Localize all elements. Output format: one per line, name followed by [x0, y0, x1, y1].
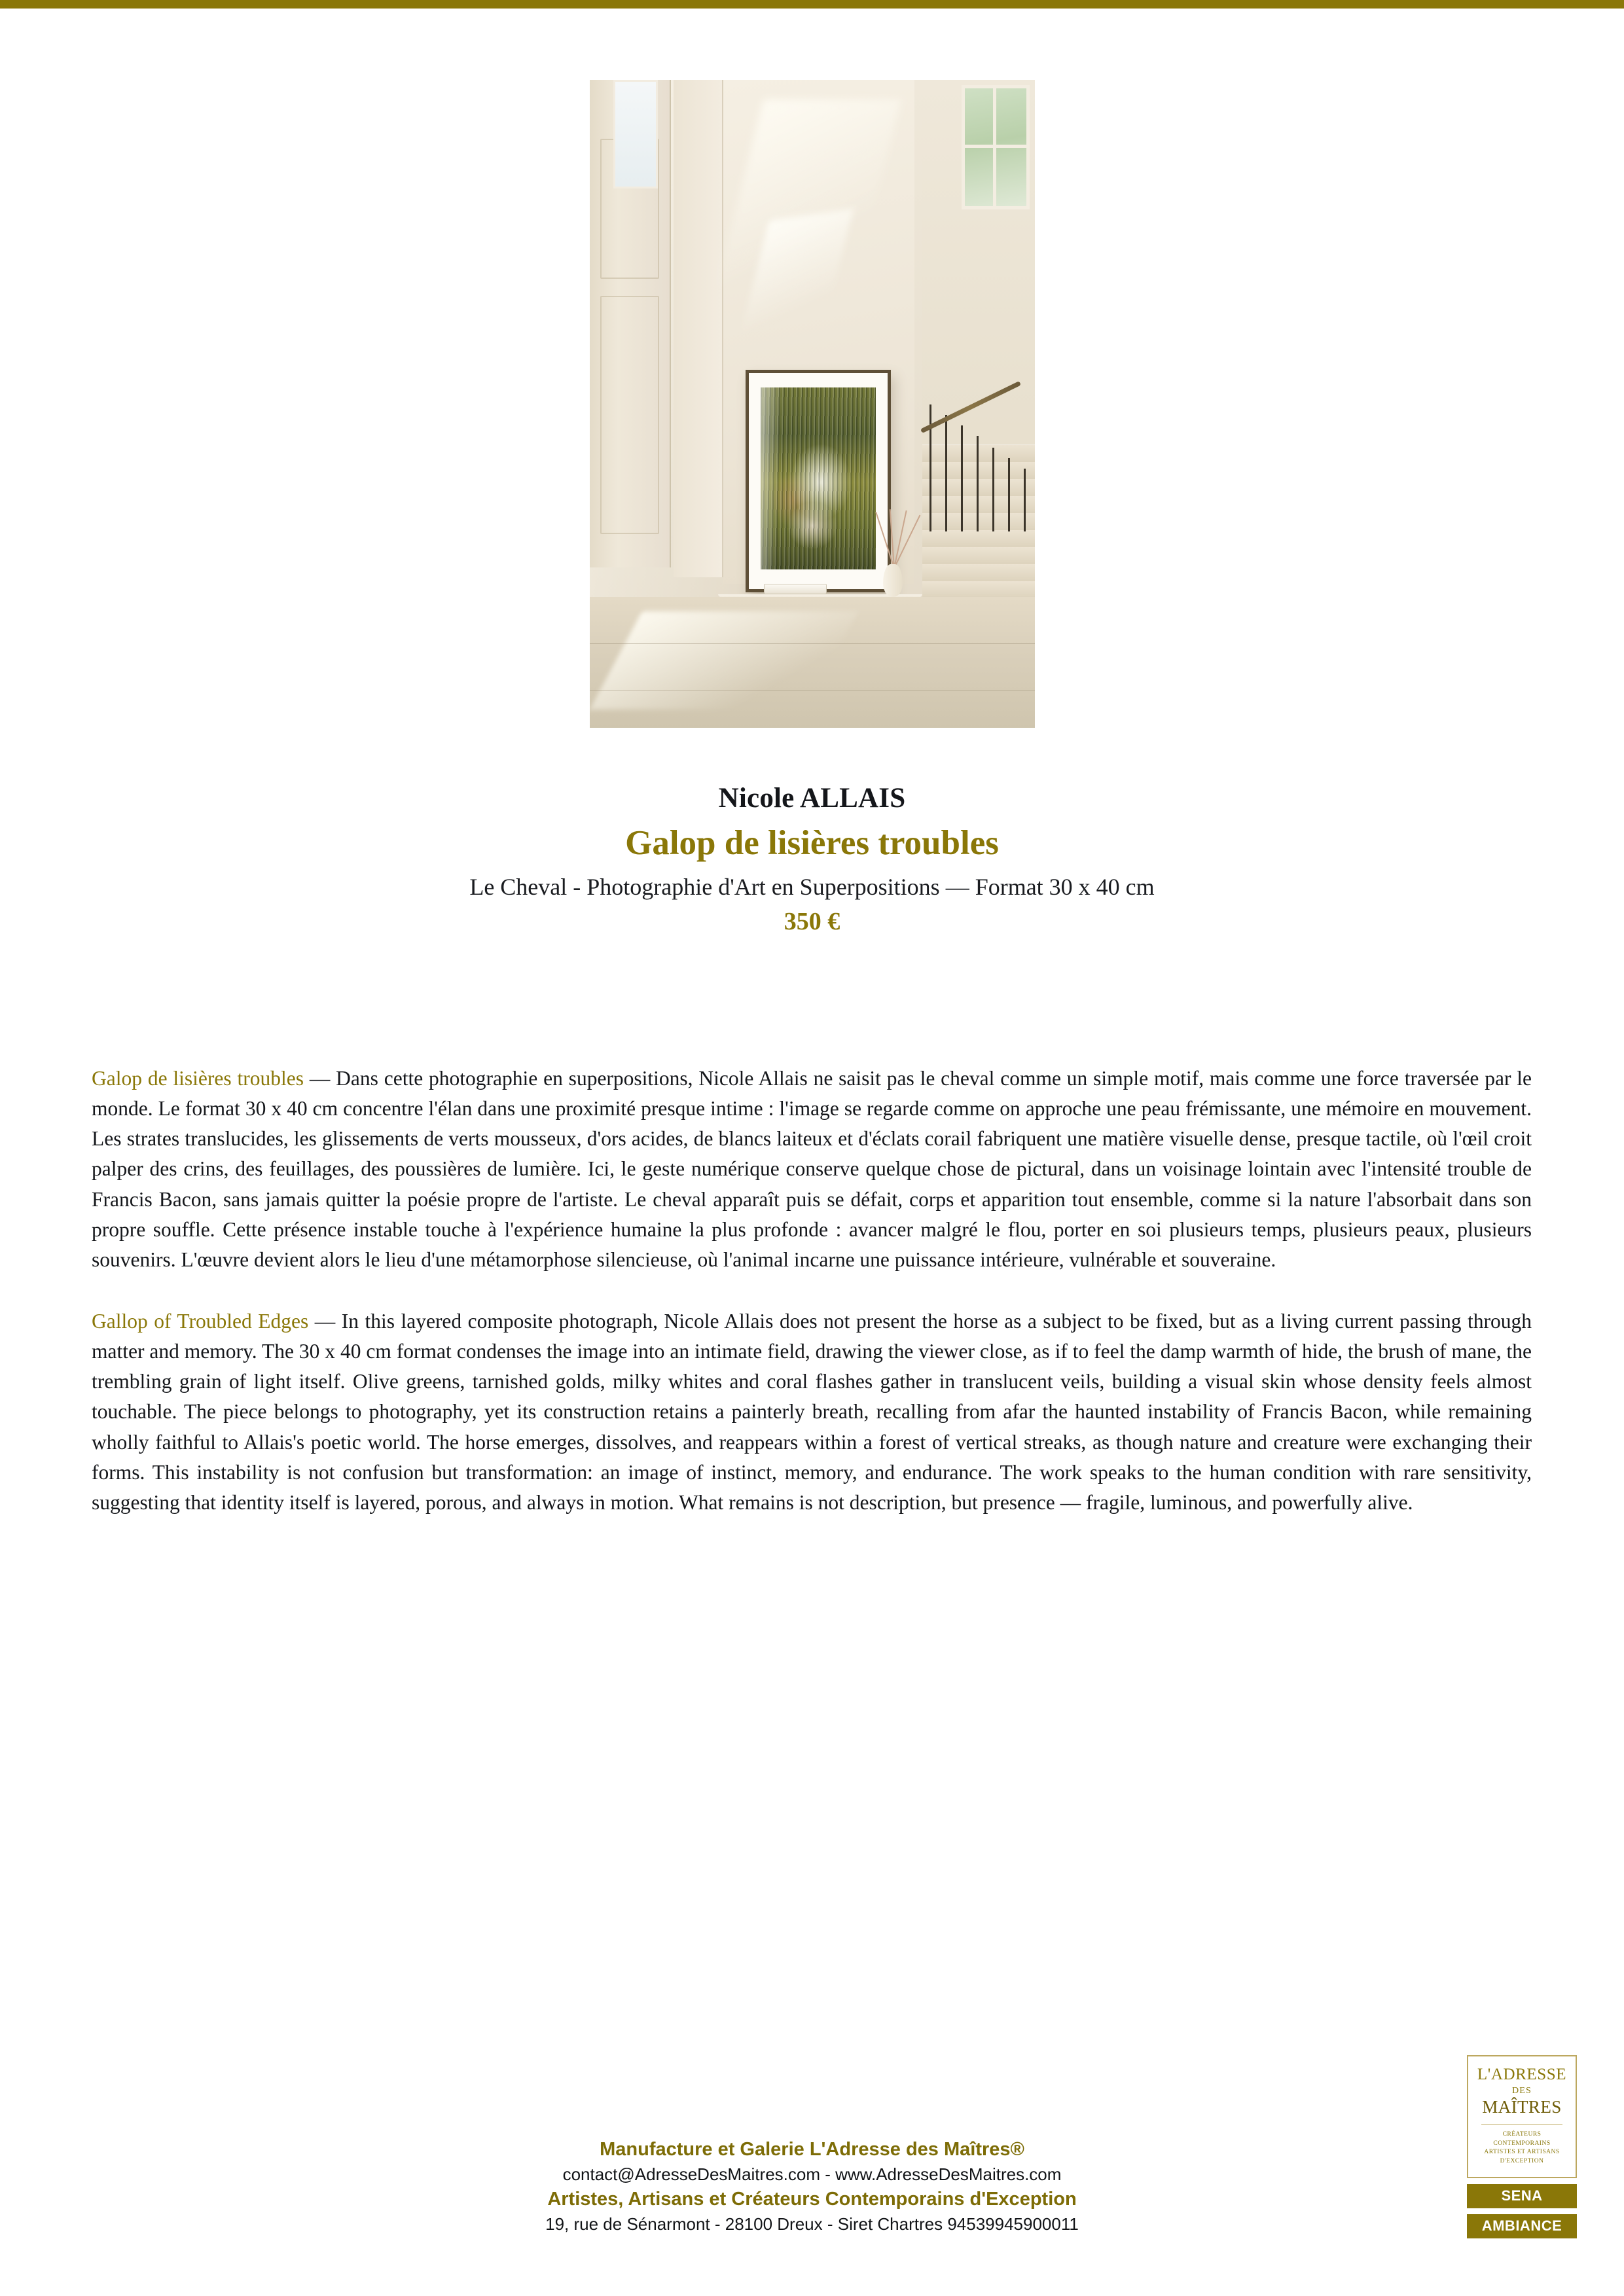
photo-dried-branches	[875, 505, 922, 568]
photo-artwork-image	[761, 387, 876, 569]
brand-logo-card	[1467, 2055, 1577, 2178]
brand-subline-1: CRÉATEURS CONTEMPORAINS	[1493, 2130, 1551, 2147]
paragraph-english-dash: —	[308, 1309, 342, 1333]
paragraph-english-lead: Gallop of Troubled Edges	[92, 1309, 309, 1333]
photo-ceramic-vase	[883, 564, 903, 597]
badge-ambiance: AMBIANCE	[1467, 2214, 1577, 2238]
footer	[0, 2139, 1624, 2238]
brand-line-2: DES	[1511, 2085, 1532, 2096]
artwork-room-photo	[590, 80, 1035, 728]
brand-block	[1467, 2055, 1577, 2238]
photo-wall-pilaster	[674, 80, 723, 577]
artwork-subtitle: Le Cheval - Photographie d'Art en Superpositions — Format 30 x 40 cm	[469, 874, 1155, 900]
photo-right-window	[962, 85, 1030, 209]
artist-name: Nicole ALLAIS	[718, 783, 906, 814]
description-section	[92, 1064, 1532, 1518]
photo-left-window	[613, 80, 658, 188]
paragraph-french-body: Dans cette photographie en superpositions, Nicole Allais ne saisit pas le cheval comme un simple motif, mais comme une force traversée par le monde. Le format 30 x 40 cm concentre l'élan dans une proximité presque intime : l'image se regarde comme on approche une peau frémissante, une mémoire en mouvement. Les strates translucides, les glissements de verts mousseux, d'ors acides, de blancs laiteux et d'éclats corail fabriquent une matière visuelle dense, presque tactile, où l'œil croit palper des crins, des feuillages, des poussières de lumière. Ici, le geste numérique conserve quelque chose de pictural, dans un voisinage lointain avec l'intensité trouble de Francis Bacon, sans jamais quitter la poésie propre de l'artiste. Le cheval apparaît puis se défait, corps et apparition tout ensemble, comme si la nature l'absorbait dans son propre souffle. Cette présence instable touche à l'expérience humaine la plus profonde : avancer malgré le flou, porter en soi plusieurs temps, plusieurs peaux, plusieurs souvenirs. L'œuvre devient alors le lieu d'une métamorphose silencieuse, où l'animal incarne une puissance intérieure, vulnérable et souveraine.	[92, 1067, 1532, 1271]
brand-line-3: MAÎTRES	[1482, 2096, 1562, 2117]
page-title: Galop de lisières troubles	[625, 824, 999, 862]
paragraph-french-dash: —	[303, 1067, 336, 1090]
brand-subline-2: ARTISTES ET ARTISANS	[1484, 2149, 1560, 2156]
paragraph-english-body: In this layered composite photograph, Nicole Allais does not present the horse as a subject to be fixed, but as a living current passing through matter and memory. The 30 x 40 cm format condenses the image into an intimate field, drawing the viewer close, as if to feel the damp warmth of hide, the brush of mane, the trembling grain of light itself. Olive greens, tarnished golds, milky whites and coral flashes gather in translucent veils, building a visual skin whose density feels almost touchable. The piece belongs to photography, yet its construction retains a painterly breath, recalling from afar the haunted instability of Francis Bacon, while remaining wholly faithful to Allais's poetic world. The horse emerges, dissolves, and reappears within a forest of vertical streaks, as though nature and creature were exchanging their forms. This instability is not confusion but transformation: an image of instinct, memory, and endurance. The work speaks to the human condition with rare sensitivity, suggesting that identity itself is layered, porous, and always in motion. What remains is not description, but presence — fragile, luminous, and powerfully alive.	[92, 1309, 1532, 1514]
photo-floor-joint	[590, 643, 1035, 644]
price-label: 350 €	[784, 908, 840, 935]
photo-stair-balustrade	[922, 368, 1032, 531]
photo-framed-artwork	[746, 370, 891, 592]
brand-line-1: L'ADRESSE	[1477, 2066, 1567, 2084]
paragraph-french	[92, 1064, 1532, 1275]
title-block	[0, 782, 1624, 936]
top-gold-rule	[0, 0, 1624, 9]
footer-tagline: Artistes, Artisans et Créateurs Contemporains d'Exception	[547, 2189, 1077, 2210]
paragraph-french-lead: Galop de lisières troubles	[92, 1067, 304, 1090]
photo-open-book	[764, 584, 827, 594]
paragraph-english	[92, 1306, 1532, 1518]
footer-contact[interactable]: contact@AdresseDesMaitres.com - www.AdresseDesMaitres.com	[562, 2164, 1062, 2184]
hero-photo-container	[0, 80, 1624, 728]
footer-company: Manufacture et Galerie L'Adresse des Maîtres®	[600, 2139, 1024, 2160]
brand-subline-3: D'EXCEPTION	[1500, 2158, 1544, 2165]
footer-address: 19, rue de Sénarmont - 28100 Dreux - Siret Chartres 94539945900011	[545, 2214, 1079, 2234]
badge-sena: SENA	[1467, 2184, 1577, 2208]
brand-divider	[1481, 2124, 1562, 2125]
